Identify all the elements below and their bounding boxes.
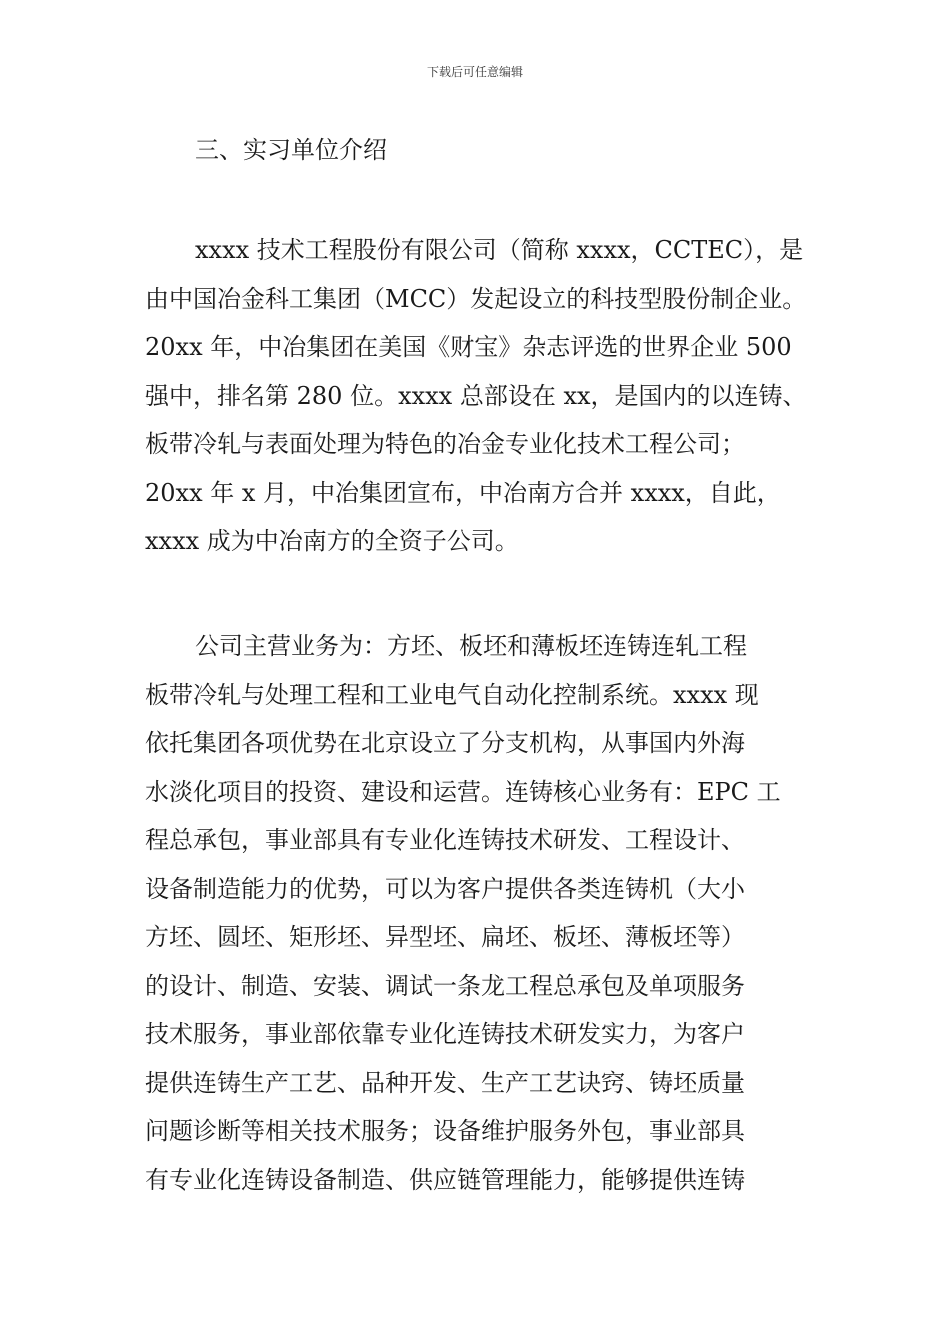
paragraph-line: 板带冷轧与处理工程和工业电气自动化控制系统。xxxx 现 xyxy=(145,680,759,709)
header-note: 下载后可任意编辑 xyxy=(426,65,523,79)
paragraph-line: 20xx 年 x 月，中冶集团宣布，中冶南方合并 xxxx，自此， xyxy=(145,478,781,507)
paragraph-line: 有专业化连铸设备制造、供应链管理能力，能够提供连铸 xyxy=(145,1165,745,1194)
paragraph-line: 问题诊断等相关技术服务；设备维护服务外包，事业部具 xyxy=(145,1117,745,1145)
paragraph-company-intro xyxy=(145,232,815,572)
paragraph-line: 设备制造能力的优势，可以为客户提供各类连铸机（大小 xyxy=(145,874,745,903)
paragraph-line: 20xx 年，中冶集团在美国《财宝》杂志评选的世界企业 500 xyxy=(145,333,792,361)
paragraph-line: 方坯、圆坯、矩形坯、异型坯、扁坯、板坯、薄板坯等） xyxy=(145,923,745,951)
paragraph-line: 由中国冶金科工集团（MCC）发起设立的科技型股份制企业。 xyxy=(145,284,807,313)
paragraph-line: 公司主营业务为：方坯、板坯和薄板坯连铸连轧工程 xyxy=(195,632,747,660)
paragraph-line: 提供连铸生产工艺、品种开发、生产工艺诀窍、铸坯质量 xyxy=(145,1068,745,1097)
section-heading: 三、实习单位介绍 xyxy=(195,136,387,164)
paragraph-line: 程总承包，事业部具有专业化连铸技术研发、工程设计、 xyxy=(145,826,745,854)
paragraph-line: 强中，排名第 280 位。xxxx 总部设在 xx，是国内的以连铸、 xyxy=(145,381,807,410)
paragraph-main-business xyxy=(145,628,815,1210)
paragraph-line: 板带冷轧与表面处理为特色的冶金专业化技术工程公司； xyxy=(145,430,745,458)
paragraph-line: 的设计、制造、安装、调试一条龙工程总承包及单项服务 xyxy=(145,971,745,1000)
paragraph-line: 技术服务，事业部依靠专业化连铸技术研发实力，为客户 xyxy=(145,1020,745,1048)
paragraph-line: 依托集团各项优势在北京设立了分支机构，从事国内外海 xyxy=(145,729,745,757)
paragraph-line: xxxx 成为中冶南方的全资子公司。 xyxy=(145,527,519,555)
paragraph-line: 水淡化项目的投资、建设和运营。连铸核心业务有：EPC 工 xyxy=(145,777,781,806)
paragraph-line: xxxx 技术工程股份有限公司（简称 xxxx，CCTEC），是 xyxy=(195,236,804,264)
